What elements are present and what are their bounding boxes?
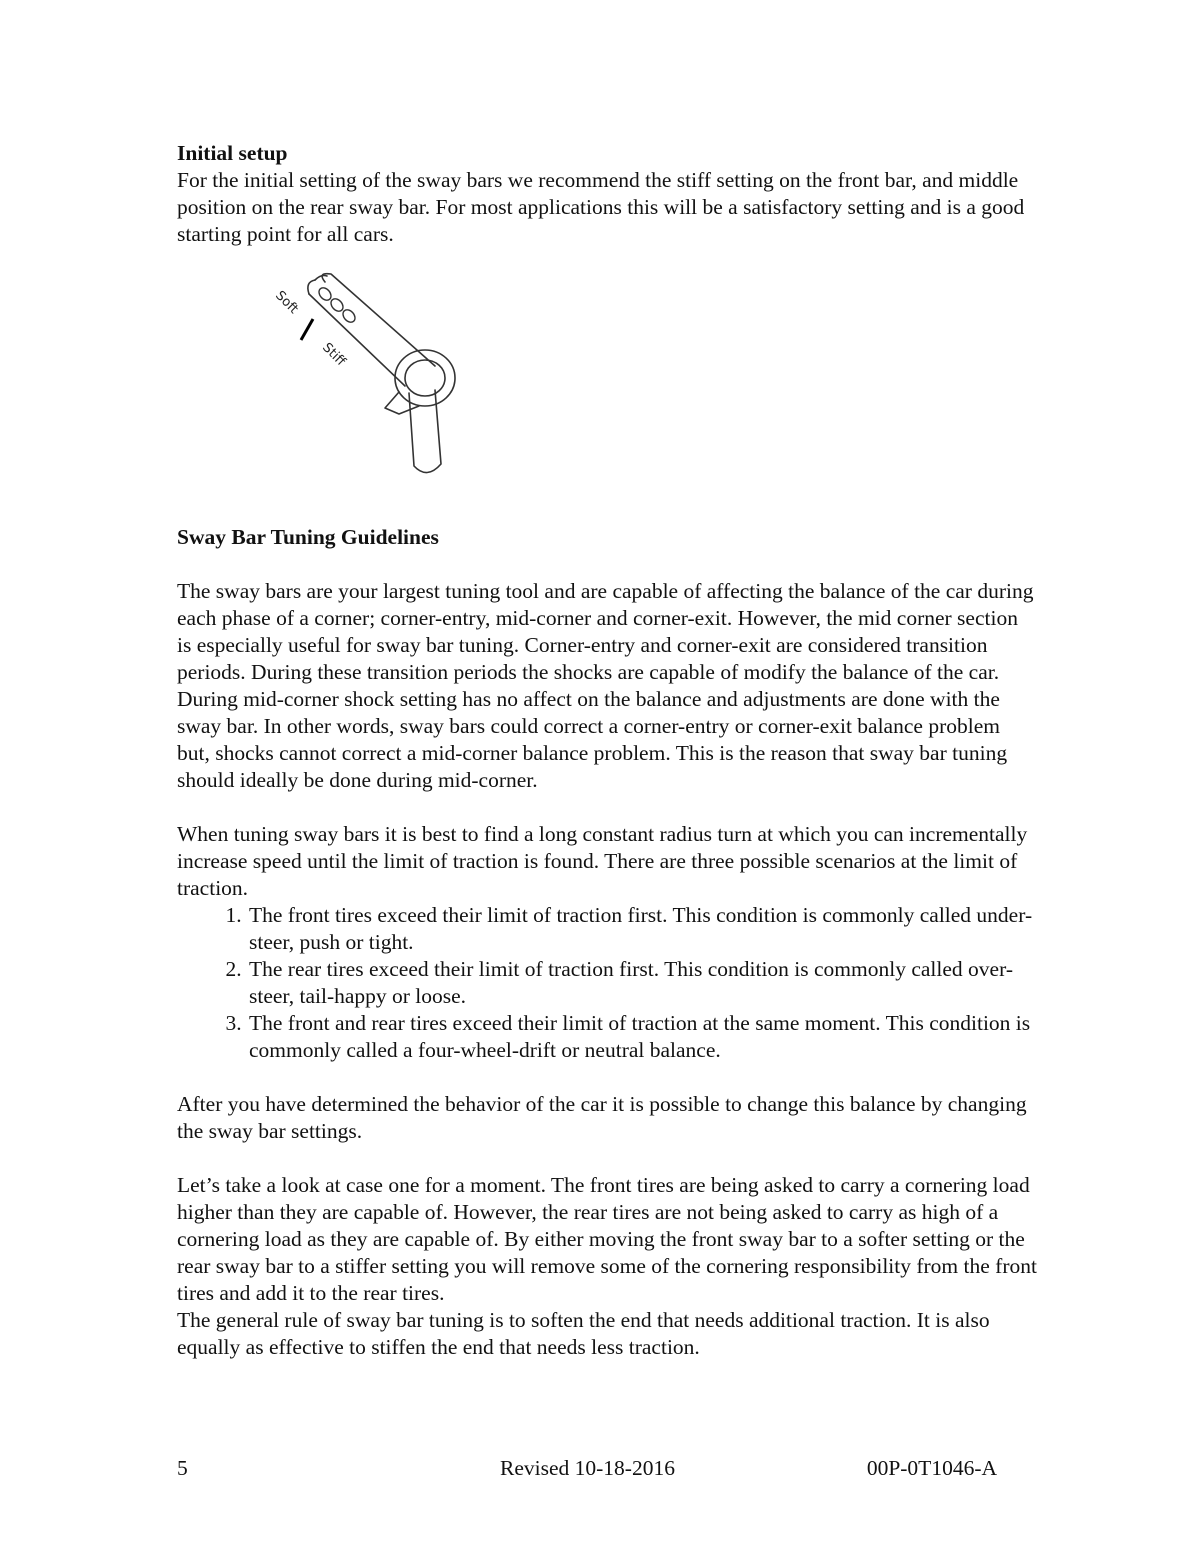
pivot-outer-ring [395,350,455,406]
tuning-guidelines-heading: Sway Bar Tuning Guidelines [177,525,439,549]
page-footer [177,1456,997,1486]
document-page [177,140,1037,1361]
hole-3 [341,307,358,324]
list-item: 3. The front and rear tires exceed their limit of traction at the same moment. This condition is commonly called a four-wheel-drift or neutral balance. [247,1010,1037,1064]
scenario-list [177,902,1037,1064]
sway-bar-leg [409,390,441,473]
guidelines-paragraph-4: Let’s take a look at case one for a moment. The front tires are being asked to carry a cornering load higher than they are capable of. However, the rear tires are not being asked to carry as high of a cornering load as they are capable of. By either moving the front sway bar to a softer setting or the rear sway bar to a stiffer setting you will remove some of the cornering responsibility from the front tires and add it to the rear tires. [177,1173,1037,1305]
initial-setup-heading: Initial setup [177,141,288,165]
guidelines-paragraph-2: When tuning sway bars it is best to find a long constant radius turn at which you can incrementally increase speed until the limit of traction is found. There are three possible scenarios at the limit of traction. [177,822,1028,900]
list-item: 1. The front tires exceed their limit of traction first. This condition is commonly called under-steer, push or tight. [247,902,1037,956]
list-item: 2. The rear tires exceed their limit of traction first. This condition is commonly called over-steer, tail-happy or loose. [247,956,1037,1010]
page-number: 5 [177,1456,188,1480]
sway-bar-illustration [267,268,507,524]
hole-1 [317,285,334,302]
guidelines-paragraph-1: The sway bars are your largest tuning tool and are capable of affecting the balance of the car during each phase of a corner; corner-entry, mid-corner and corner-exit. However, the mid corner section is especially useful for sway bar tuning. Corner-entry and corner-exit are considered transition periods. During these transition periods the shocks are capable of modify the balance of the car. During mid-corner shock setting has no affect on the balance and adjustments are done with the sway bar. In other words, sway bars could correct a corner-entry or corner-exit balance problem but, shocks cannot correct a mid-corner balance problem. This is the reason that sway bar tuning should ideally be done during mid-corner. [177,579,1034,792]
sway-bar-figure [177,268,1037,524]
guidelines-paragraph-3: After you have determined the behavior of the car it is possible to change this balance by changing the sway bar settings. [177,1092,1027,1143]
revision-date: Revised 10-18-2016 [500,1456,675,1480]
initial-setup-paragraph: For the initial setting of the sway bars we recommend the stiff setting on the front bar, and middle position on the rear sway bar. For most applications this will be a satisfactory setting and is a good starting point for all cars. [177,168,1025,246]
hole-2 [329,296,346,313]
general-rule-paragraph: The general rule of sway bar tuning is to soften the end that needs additional traction. It is also equally as effective to stiffen the end that needs less traction. [177,1308,990,1359]
stiff-label: Stiff [319,340,349,370]
setting-divider-tick [301,319,313,340]
document-code: 00P-0T1046-A [866,1456,997,1480]
sway-bar-arm-bottom [309,294,405,386]
pivot-inner-ring [405,360,445,396]
soft-label: Soft [272,288,301,317]
